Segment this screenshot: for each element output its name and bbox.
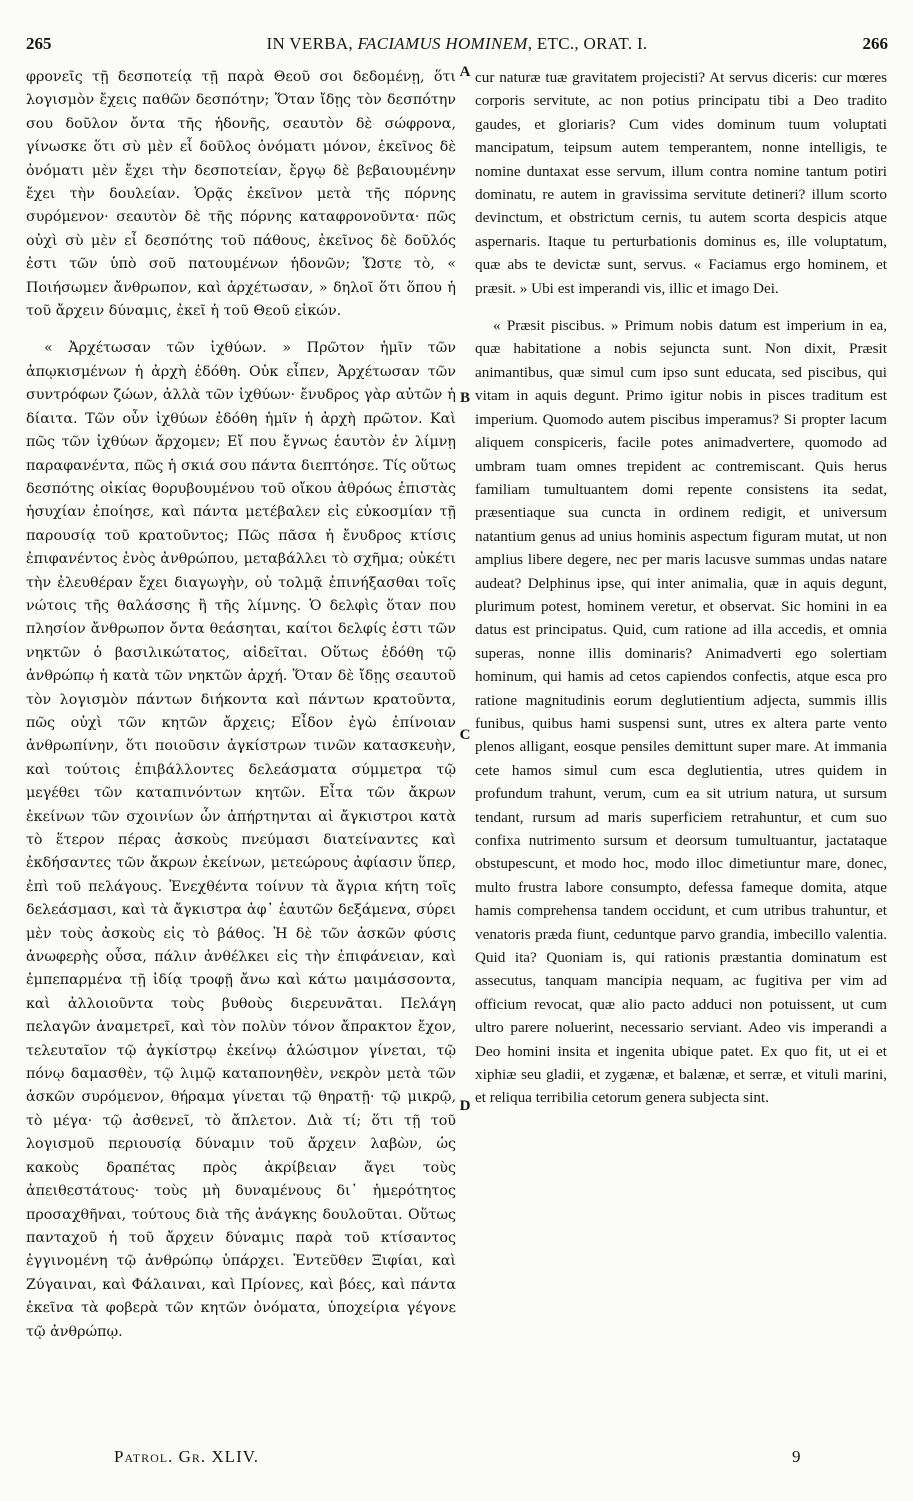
title-italic: FACIAMUS HOMINEM [357, 34, 528, 53]
title-suffix: , ETC., ORAT. I. [527, 34, 648, 53]
printer-signature: Patrol. Gr. XLIV. [114, 1447, 260, 1466]
page-number-left: 265 [26, 34, 52, 53]
greek-paragraph-2: « Ἀρχέτωσαν τῶν ἰχθύων. » Πρῶτον ἡμῖν τῶν ἀπῳκισμένων ἡ ἀρχὴ ἐδόθη. Οὐκ εἶπεν, Ἀρχέτωσαν τῶν συντρόφων ζώων, ἀλλὰ τῶν ἰχθύων· ἔνυδρος γὰρ αὐτῶν ἡ δίαιτα. Τῶν οὖν ἰχθύων ἐδόθη ἡμῖν ἡ ἀρχὴ πρῶτον. Καὶ πῶς τῶν ἰχθύων ἄρχομεν; Εἴ που ἔγνως ἑαυτὸν ἐν λίμνῃ παραφανέντα, πῶς ἡ σκιά σου πάντα διεπτόησε. Τίς οὕτως δεσπότης οἰκίας θορυβουμένου τοῦ οἴκου ἀθρόως ἐπιστὰς ἡσυχίαν ἐποίησε, καὶ πάντα μετέβαλεν εἰς εὐκοσμίαν τῇ παρουσίᾳ τοῦ κρατοῦντος; Πῶς πᾶσα ἡ ἔνυδρος κτίσις ἐπιφανέντος ἑνὸς ἀνθρώπου, μεταβάλλει τὸ σχῆμα; οὐκέτι τὴν ἐλευθέραν ἔχει διαγωγὴν, οὐ τολμᾷ ἐπινήξασθαι τοῖς νώτοις τῆς θαλάσσης ἢ τῆς λίμνης. Ὁ δελφὶς ὅταν που πλησίον ἄνθρωπον ὄντα θεάσηται, καίτοι δελφίς ἐστι τῶν νηκτῶν ὁ βασιλικώτατος, αἰδεῖται. Οὕτως ἐδόθη τῷ ἀνθρώπῳ ἡ κατὰ τῶν νηκτῶν ἀρχή. Ὅταν δὲ ἴδῃς σεαυτοῦ τὸν λογισμὸν πάντων διήκοντα καὶ πάντων κρατοῦντα, πῶς οὐχὶ τῶν κητῶν ἄρχεις; Εἶδον ἐγὼ ἐπίνοιαν ἀνθρωπίνην, ὅτι ποιοῦσιν ἀγκίστρων τινῶν κατασκευὴν, καὶ τούτοις ἐπιβάλλοντες δελεάσματα σύμμετρα τῷ μεγέθει τῶν καταπινόντων κητῶν. Εἶτα τῶν ἄκρων ἐκείνων τῶν σχοινίων ὧν ἀπήρτηνται αἱ ἄγκιστροι κατὰ τὸ ἕτερον πέρας ἀσκοὺς πνεύμασι διατείναντες καὶ ἐκδήσαντες τῶν ἄκρων ἐκείνων, μετεώρους ἀφίασιν ὕπερ, ἐπὶ τοῦ πελάγους. Ἐνεχθέντα τοίνυν τὰ ἄγρια κήτη τοῖς δελεάσμασι, καὶ τὰ ἄγκιστρα ἀφ᾽ ἑαυτῶν δεξάμενα, σύρει μὲν τοὺς ἀσκοὺς εἰς τὸ βάθος. Ἡ δὲ τῶν ἀσκῶν φύσις ἀνωφερὴς οὖσα, πάλιν ἀνθέλκει εἰς τὴν ἐπιφάνειαν, καὶ ἐμπεπαρμένα τῇ ἰδίᾳ τροφῇ ἄνω καὶ κάτω μαιμάσσοντα, καὶ ἀλλοιοῦντα τοὺς βυθοὺς διερευνᾶται. Πελάγη πελαγῶν ἀναμετρεῖ, καὶ τὸν πολὺν τόνον ἄπρακτον ἔχον, τελευταῖον τῷ ἀγκίστρῳ ἐκείνῳ ἁλώσιμον γίνεται, τῷ πόνῳ δαμασθὲν, τῷ λιμῷ καταπονηθὲν, νεκρὸν μετὰ τῶν ἀσκῶν συρόμενον, θήραμα γίνεται τῷ θηρατῇ· τῷ μικρῷ, τὸ μέγα· τῷ ἀσθενεῖ, τὸ ἄπλετον. Διὰ τί; ὅτι τῇ τοῦ λογισμοῦ περιουσίᾳ δύναμιν τοῦ ἄρχειν λαβὼν, ὡς κακοὺς δραπέτας πρὸς ἀκρίβειαν ἄγει τοὺς ἀπειθεστάτους· τοὺς μὴ δυναμένους δι᾽ ἡμερότητος προσαχθῆναι, τούτους διὰ τῆς ἀνάγκης δουλοῦται. Οὕτως πανταχοῦ ἡ τοῦ ἄρχειν δύναμις παρὰ τοῦ κτίσαντος ἐγγινομένη τῷ ἀνθρώπῳ ὑπάρχει. Ἐντεῦθεν Ξιφίαι, καὶ Ζύγαιναι, καὶ Φάλαιναι, καὶ Πρίονες, καὶ βόες, καὶ πάντα ἐκεῖνα τὰ φοβερὰ τῶν κητῶν ὀνόματα, ὑποχείρια γέγονε τῷ ἀνθρώπῳ. [26, 340, 456, 1340]
title-prefix: IN VERBA, [266, 34, 358, 53]
greek-column [26, 66, 456, 1344]
running-header [26, 34, 888, 62]
section-marker-b: B [459, 390, 470, 406]
section-marker-c: C [459, 727, 471, 743]
latin-column [475, 66, 887, 1110]
latin-paragraph-2: « Præsit piscibus. » Primum nobis datum est imperium in ea, quæ habitatione a nobis sejuncta sunt. Non dixit, Præsit animantibus, quæ simul cum ipso sunt educata, sed piscibus, qui vitam in aquis degunt. Primo igitur nobis in pisces traditum est imperium. Quomodo autem piscibus imperamus? Si propter lacum aliquem conspiceris, facile potes animadvertere, quomodo ad umbram tuam omnes trepident ac contremiscant. Quis herus familiam tumultuantem domi repente consistens ita sedat, præsentiaque sua cuncta in ordinem redigit, et universum natantium genus ad unius hominis aspectum figuram mutat, ut non amplius libere degere, nec per maris lacusve summas undas natare audeat? Delphinus ipse, qui inter animalia, quæ in aquis degunt, plurimum potest, hominem veretur, et observat. Sic homini in ea datus est principatus. Quid, cum ratione ad illa accedis, et omnia superas, nonne illis dominaris? Animadverti ego solertiam hominum, qui hamis ad cetos capiendos confectis, atque esca pro ratione magnitudinis eorum deglutientium adjecta, summis illis funibus, quibus hami suspensi sunt, utres ex altera parte vento plenos alligant, eosque pensiles demittunt super mare. At immania cete hamos simul cum esca deglutientia, utres quidem in profundum trahunt, verum, cum ea sit utrium natura, ut sursum tendant, rursum ad maris superficiem retrahuntur, et cum suo confixa nutrimento sursum et deorsum tumultuantur, jactataque obstupescunt, et modo hoc, modo illoc dimetiuntur mare, donec, multo frustra labore consumpto, defessa fameque domita, atque hamis comprehensa tandem occidunt, et cum utribus trahuntur, et venatoris præda fiunt, ceduntque parvo grandia, imbecillo valentia. Quid ita? Quoniam is, qui rationis præstantia dominatum est assecutus, tanquam mancipia nequam, ac fugitiva per vim ad officium revocat, quæ alio pacto adduci non potuissent, ut cum ultro parere noluerint, necessario serviant. Adeo vis imperandi a Deo homini insita et ingenita ubique patet. Ex quo fit, ut ei et xiphiæ seu gladii, et zygænæ, et balænæ, et serræ, et vituli marini, et reliqua terribilia cetorum genera subjecta sint. [475, 317, 887, 1107]
page-number-right: 266 [862, 34, 888, 53]
section-marker-a: A [459, 64, 471, 80]
greek-paragraph-1: φρονεῖς τῇ δεσποτείᾳ τῇ παρὰ Θεοῦ σοι δεδομένῃ, ὅτι λογισμὸν ἔχεις παθῶν δεσπότην; Ὅταν ἴδῃς τὸν δεσπότην σου δοῦλον ὄντα τῆς ἡδονῆς, σεαυτὸν δὲ σώφρονα, γίνωσκε ὅτι σὺ μὲν εἶ δοῦλος ὀνόματι μόνον, ἐκεῖνος δὲ ὀνόματι μὲν ἔχει τὴν δεσποτείαν, ἔργῳ δὲ βεβαιουμένην ἔχει τὴν δουλείαν. Ὁρᾷς ἐκεῖνον μετὰ τῆς πόρνης συρόμενον· σεαυτὸν δὲ τῆς πόρνης καταφρονοῦντα· πῶς οὐχὶ σὺ μὲν εἶ δεσπότης τοῦ πάθους, ἐκεῖνος δὲ δοῦλός ἐστι τῶν ὑπὸ σοῦ πατουμένων ἡδονῶν; Ὥστε τὸ, « Ποιήσωμεν ἄνθρωπον, καὶ ἀρχέτωσαν, » δηλοῖ ὅτι ὅπου ἡ τοῦ ἄρχειν δύναμις, ἐκεῖ ἡ τοῦ Θεοῦ εἰκών. [26, 69, 456, 320]
section-marker-d: D [459, 1098, 471, 1114]
page-footer [26, 1447, 888, 1473]
sheet-number: 9 [792, 1447, 801, 1466]
latin-paragraph-1: cur naturæ tuæ gravitatem projecisti? At servus diceris: cur mœres corporis servitute, ac non potius principatu tibi a Deo tradito gaudes, et gloriaris? Cum vides dominum tuum voluptati mancipatum, teipsum autem temperantem, nonne intelligis, te nomine duntaxat esse servum, illum contra nomine tantum potiri dominatu, re autem in gravissima servitute detineri? illum scorto devinctum, et obstrictum cernis, tu autem scorta despicis atque aspernaris. Itaque tu perturbationis dominus es, ille voluptatum, quæ abs te devictæ sunt, servus. « Faciamus ergo hominem, et præsit. » Ubi est imperandi vis, illic et imago Dei. [475, 69, 887, 297]
running-title [26, 34, 888, 54]
